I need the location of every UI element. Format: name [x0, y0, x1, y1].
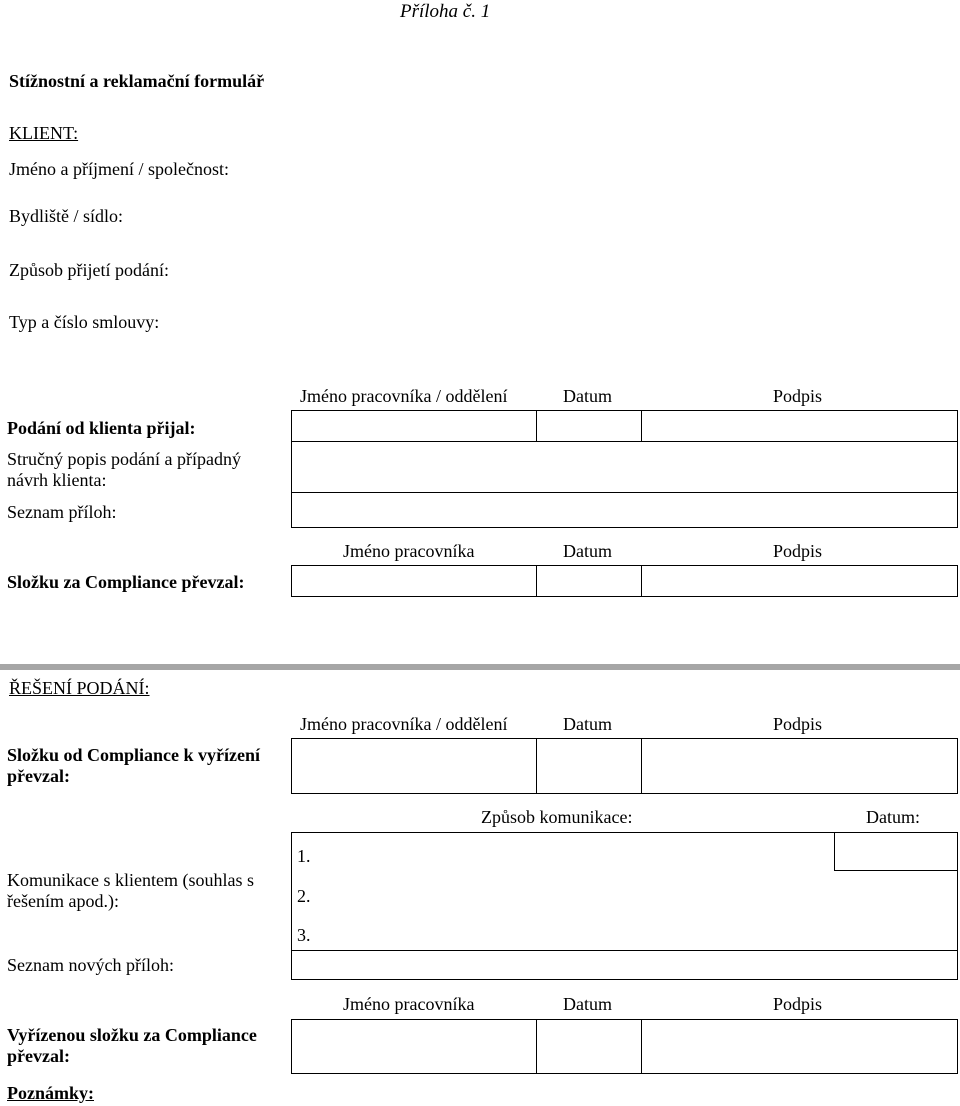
notes-label: Poznámky: — [7, 1083, 94, 1103]
handover-date-field[interactable] — [541, 569, 637, 593]
handover-col-worker: Jméno pracovníka — [343, 541, 475, 561]
attachments-label: Seznam příloh: — [7, 502, 117, 522]
new-attachments-label: Seznam nových příloh: — [7, 955, 174, 975]
resolution-col-signature: Podpis — [773, 714, 823, 734]
section-divider — [0, 664, 960, 670]
intake-col-date: Datum — [563, 386, 612, 406]
comm-row-2-number: 2. — [297, 886, 311, 906]
completed-label: Vyřízenou složku za Compliance převzal: — [7, 1025, 257, 1066]
resolution-col-worker: Jméno pracovníka / oddělení — [300, 714, 508, 734]
form-title: Stížnostní a reklamační formulář — [9, 71, 265, 91]
closing-col-worker: Jméno pracovníka — [343, 994, 475, 1014]
comm-date-header: Datum: — [866, 807, 920, 827]
handover-col-signature: Podpis — [773, 541, 823, 561]
communication-field[interactable] — [318, 836, 830, 946]
new-attachments-field[interactable] — [296, 954, 954, 976]
intake-col-signature: Podpis — [773, 386, 823, 406]
compliance-took-label: Složku za Compliance převzal: — [7, 572, 245, 592]
intake-signature-field[interactable] — [646, 415, 954, 437]
comm-method-header: Způsob komunikace: — [481, 807, 633, 827]
closing-col-date: Datum — [563, 994, 612, 1014]
handover-col-date: Datum — [563, 541, 612, 561]
received-by-label: Podání od klienta přijal: — [7, 418, 196, 438]
comm-row-1-number: 1. — [297, 846, 311, 866]
client-address-label: Bydliště / sídlo: — [9, 206, 124, 226]
resolution-signature-field[interactable] — [646, 742, 954, 790]
closing-worker-field[interactable] — [296, 1023, 532, 1070]
intake-date-field[interactable] — [541, 415, 637, 437]
communication-date-field[interactable] — [838, 836, 954, 866]
resolution-col-date: Datum — [563, 714, 612, 734]
intake-worker-field[interactable] — [296, 415, 532, 437]
description-field[interactable] — [296, 446, 954, 488]
client-heading: KLIENT: — [9, 123, 79, 143]
resolution-worker-field[interactable] — [296, 742, 532, 790]
closing-col-signature: Podpis — [773, 994, 823, 1014]
annex-label: Příloha č. 1 — [400, 1, 491, 22]
handover-worker-field[interactable] — [296, 569, 532, 593]
attachments-field[interactable] — [296, 497, 954, 524]
took-for-processing-label: Složku od Compliance k vyřízení převzal: — [7, 745, 261, 786]
intake-col-worker: Jméno pracovníka / oddělení — [300, 386, 508, 406]
handover-signature-field[interactable] — [646, 569, 954, 593]
receipt-method-label: Způsob přijetí podání: — [9, 260, 169, 280]
communication-label: Komunikace s klientem (souhlas s řešením apod.): — [7, 870, 254, 911]
client-name-label: Jméno a příjmení / společnost: — [9, 159, 229, 179]
closing-date-field[interactable] — [541, 1023, 637, 1070]
contract-label: Typ a číslo smlouvy: — [9, 312, 160, 332]
resolution-heading: ŘEŠENÍ PODÁNÍ: — [9, 678, 150, 698]
description-label: Stručný popis podání a případný návrh klienta: — [7, 449, 241, 490]
comm-row-3-number: 3. — [297, 925, 311, 945]
closing-signature-field[interactable] — [646, 1023, 954, 1070]
resolution-date-field[interactable] — [541, 742, 637, 790]
